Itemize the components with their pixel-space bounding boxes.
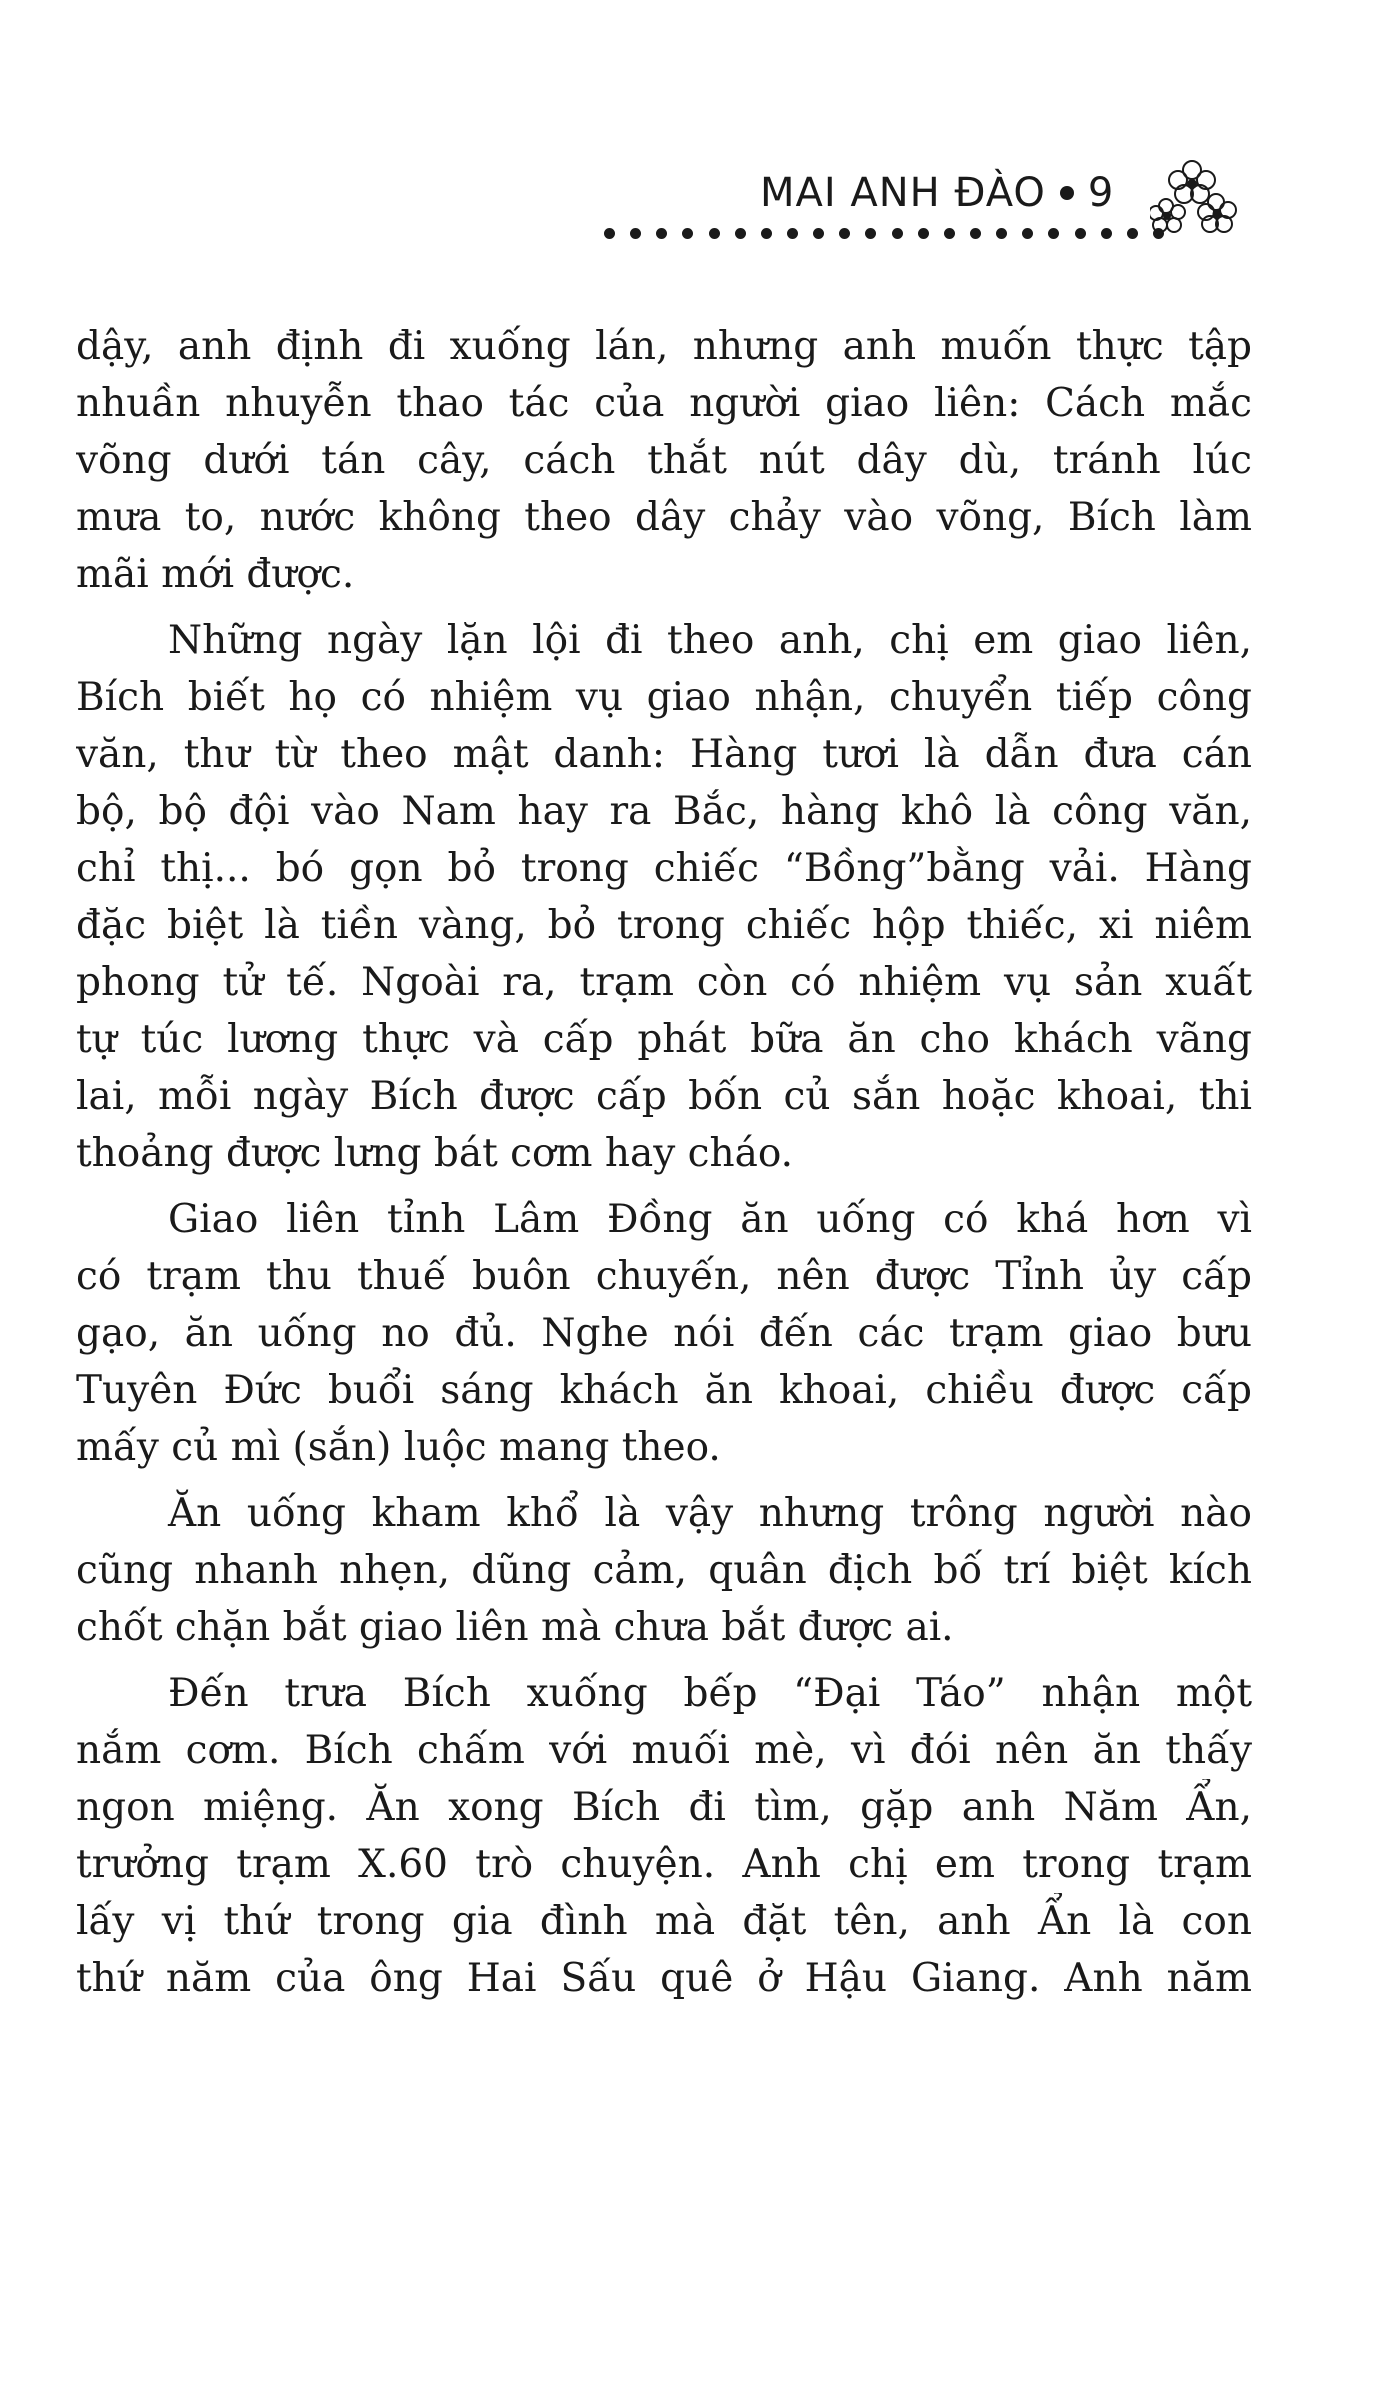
paragraph [76,1485,1252,1656]
text-line: Bích biết họ có nhiệm vụ giao nhận, chuyển tiếp công [76,675,1252,720]
text-line: đặc biệt là tiền vàng, bỏ trong chiếc hộp thiếc, xi niêm [76,903,1252,948]
text-line: tự túc lương thực và cấp phát bữa ăn cho khách vãng [76,1017,1252,1062]
page-number: 9 [1087,170,1115,216]
text-line: phong tử tế. Ngoài ra, trạm còn có nhiệm vụ sản xuất [76,960,1252,1005]
header-bullet [1060,186,1074,200]
paragraph [76,1665,1252,2007]
text-line: trưởng trạm X.60 trò chuyện. Anh chị em trong trạm [76,1842,1252,1887]
text-line: ngon miệng. Ăn xong Bích đi tìm, gặp anh Năm Ẩn, [76,1785,1252,1830]
text-line: Giao liên tỉnh Lâm Đồng ăn uống có khá hơn vì [168,1197,1252,1242]
text-line: mãi mới được. [76,552,355,597]
text-line: chốt chặn bắt giao liên mà chưa bắt được ai. [76,1605,954,1650]
running-header [760,168,1130,218]
text-line: Ăn uống kham khổ là vậy nhưng trông người nào [168,1491,1252,1536]
text-line: lai, mỗi ngày Bích được cấp bốn củ sắn hoặc khoai, thi [76,1074,1252,1119]
book-title: MAI ANH ĐÀO [760,170,1046,216]
paragraph [76,612,1252,1182]
body-text [76,318,1252,2016]
dotted-rule [604,226,1164,240]
text-line: bộ, bộ đội vào Nam hay ra Bắc, hàng khô là công văn, [76,789,1252,834]
text-line: văn, thư từ theo mật danh: Hàng tươi là dẫn đưa cán [76,732,1252,777]
text-line: lấy vị thứ trong gia đình mà đặt tên, anh Ẩn là con [76,1899,1252,1944]
text-line: gạo, ăn uống no đủ. Nghe nói đến các trạm giao bưu [76,1311,1252,1356]
text-line: mưa to, nước không theo dây chảy vào võng, Bích làm [76,495,1252,540]
text-line: nhuần nhuyễn thao tác của người giao liên: Cách mắc [76,381,1252,426]
text-line: thứ năm của ông Hai Sấu quê ở Hậu Giang. Anh năm [76,1956,1252,2001]
paragraph [76,1191,1252,1476]
text-line: Những ngày lặn lội đi theo anh, chị em giao liên, [168,618,1252,663]
text-line: nắm cơm. Bích chấm với muối mè, vì đói nên ăn thấy [76,1728,1252,1773]
text-line: mấy củ mì (sắn) luộc mang theo. [76,1425,721,1470]
text-line: thoảng được lưng bát cơm hay cháo. [76,1131,794,1176]
text-line: có trạm thu thuế buôn chuyến, nên được Tỉnh ủy cấp [76,1254,1252,1299]
text-line: dậy, anh định đi xuống lán, nhưng anh muốn thực tập [76,324,1252,369]
text-line: Tuyên Đức buổi sáng khách ăn khoai, chiều được cấp [76,1368,1252,1413]
text-line: Đến trưa Bích xuống bếp “Đại Táo” nhận một [168,1671,1252,1716]
text-line: chỉ thị... bó gọn bỏ trong chiếc “Bồng”bằng vải. Hàng [76,846,1252,891]
text-line: cũng nhanh nhẹn, dũng cảm, quân địch bố trí biệt kích [76,1548,1252,1593]
paragraph [76,318,1252,603]
text-line: võng dưới tán cây, cách thắt nút dây dù, tránh lúc [76,438,1252,483]
